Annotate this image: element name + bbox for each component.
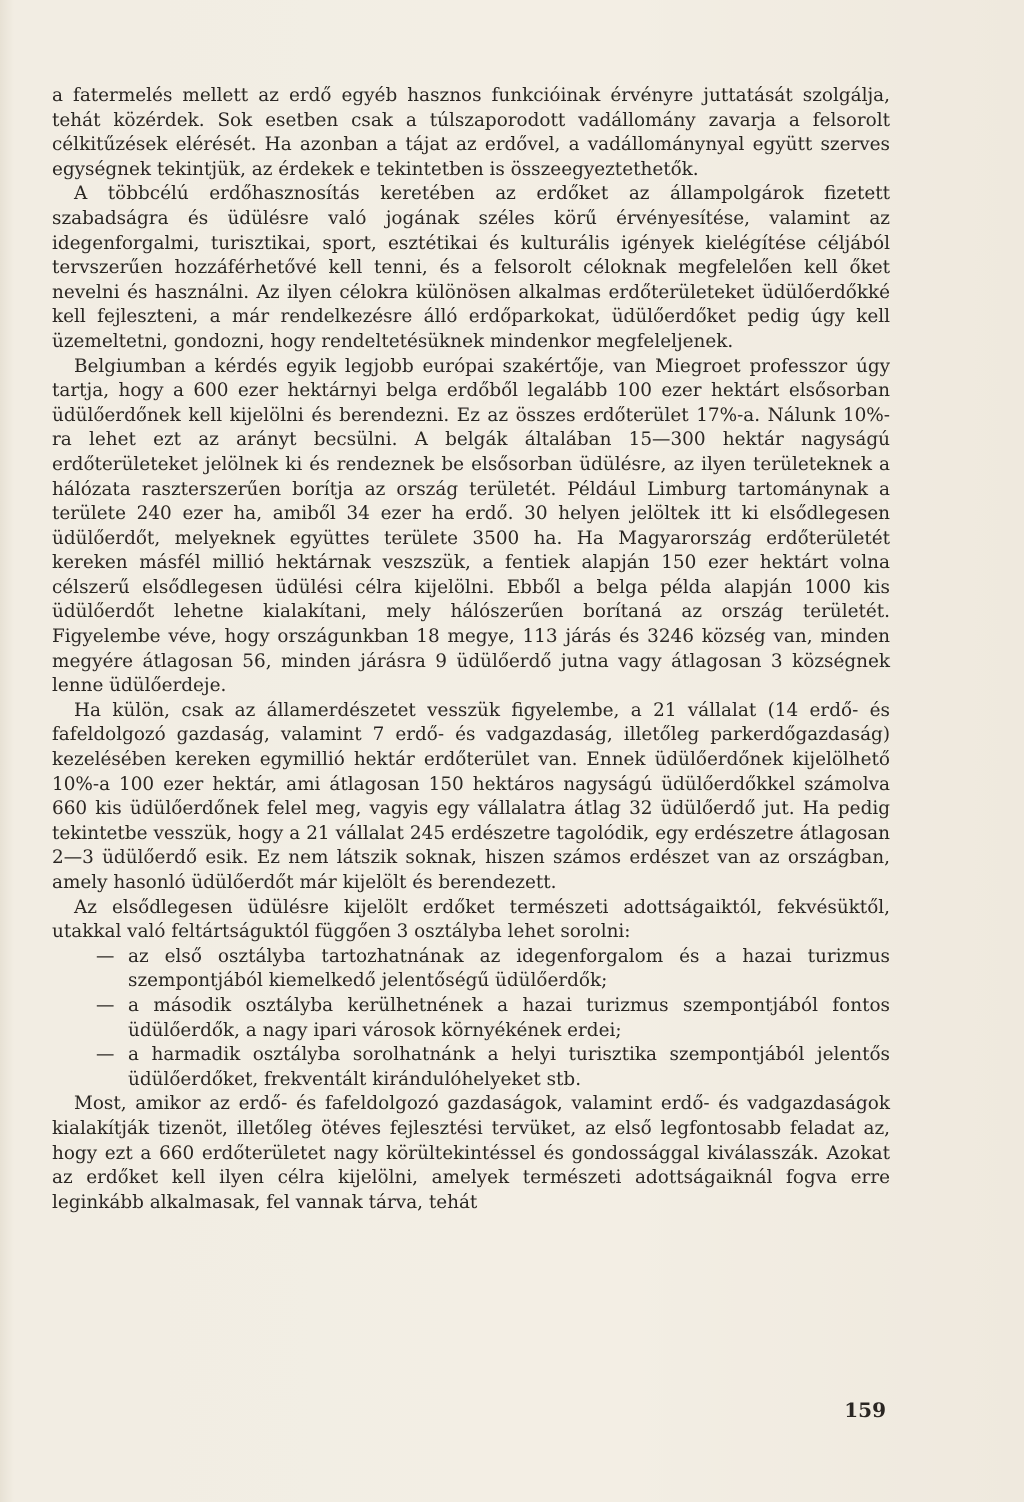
paragraph: Ha külön, csak az államerdészetet vesszük figyelembe, a 21 vállalat (14 erdő- és fafeldolgozó gazdaság, valamint 7 erdő- és vadgazdaság, illetőleg parkerdőgazdaság) kezelésében kereken egymillió hektár erdőterület van. Ennek üdülőerdőnek kijelölhető 10%-a 100 ezer hektár, ami átlagosan 150 hektáros nagyságú üdülőerdőkkel számolva 660 kis üdülőerdőnek felel meg, vagyis egy vállalatra átlag 32 üdülőerdő jut. Ha pedig tekintetbe vesszük, hogy a 21 vállalat 245 erdészetre tagolódik, egy erdészetre átlagosan 2—3 üdülőerdő esik. Ez nem látszik soknak, hiszen számos erdészet van az országban, amely hasonló üdülőerdőt már kijelölt és berendezett. <box>52 699 890 893</box>
paragraph: Az elsődlegesen üdülésre kijelölt erdőket természeti adottságaiktól, fekvésüktől, utakkal való feltártságuktól függően 3 osztályba lehet sorolni: <box>52 896 890 943</box>
page-body <box>52 84 890 1215</box>
list-dash: — <box>96 945 115 967</box>
page-number: 159 <box>844 1398 886 1422</box>
class-list <box>52 945 890 1093</box>
paragraph: a fatermelés mellett az erdő egyéb hasznos funkcióinak érvényre juttatását szolgálja, tehát közérdek. Sok esetben csak a túlszaporodott vadállomány zavarja a felsorolt célkitűzések elérését. Ha azonban a tájat az erdővel, a vadállománynyal együtt szerves egységnek tekintjük, az érdekek e tekintetben is összeegyeztethetők. <box>52 85 890 180</box>
list-item-text: a harmadik osztályba sorolhatnánk a helyi turisztika szempontjából jelentős üdülőerdőket, frekventált kirándulóhelyeket stb. <box>128 1044 890 1090</box>
paragraph: Belgiumban a kérdés egyik legjobb európai szakértője, van Miegroet professzor úgy tartja, hogy a 600 ezer hektárnyi belga erdőből legalább 100 ezer hektárt elsősorban üdülőerdőnek kell kijelölni és berendezni. Ez az összes erdőterület 17%-a. Nálunk 10%-ra lehet ezt az arányt becsülni. A belgák általában 15—300 hektár nagyságú erdőterületeket jelölnek ki és rendeznek be elsősorban üdülésre, az ilyen területeknek a hálózata raszterszerűen borítja az ország területét. Például Limburg tartománynak a területe 240 ezer ha, amiből 34 ezer ha erdő. 30 helyen jelöltek itt ki elsődlegesen üdülőerdőt, melyeknek együttes területe 3500 ha. Ha Magyarország erdőterületét kereken másfél millió hektárnak veszszük, a fentiek alapján 150 ezer hektárt volna célszerű elsődlegesen üdülési célra kijelölni. Ebből a belga példa alapján 1000 kis üdülőerdőt lehetne kialakítani, mely hálószerűen borítaná az ország területét. Figyelembe véve, hogy országunkban 18 megye, 113 járás és 3246 község van, minden megyére átlagosan 56, minden járásra 9 üdülőerdő jutna vagy átlagosan 3 községnek lenne üdülőerdeje. <box>52 355 890 697</box>
paragraph-closing: Most, amikor az erdő- és fafeldolgozó gazdaságok, valamint erdő- és vadgazdaságok kialakítják tizenöt, illetőleg ötéves fejlesztési tervüket, az első legfontosabb feladat az, hogy ezt a 660 erdőterületet nagy körültekintéssel és gondossággal kiválasszák. Azokat az erdőket kell ilyen célra kijelölni, amelyek természeti adottságaiknál fogva erre leginkább alkalmasak, fel vannak tárva, tehát <box>52 1093 890 1213</box>
paragraph: A többcélú erdőhasznosítás keretében az erdőket az állampolgárok fizetett szabadságra és üdülésre való jogának széles körű érvényesítése, valamint az idegenforgalmi, turisztikai, sport, esztétikai és kulturális igények kielégítése céljából tervszerűen hozzáférhetővé kell tenni, és a felsorolt céloknak megfelelően kell őket nevelni és használni. Az ilyen célokra különösen alkalmas erdőterületeket üdülőerdőkké kell fejleszteni, a már rendelkezésre álló erdőparkokat, üdülőerdőket pedig úgy kell üzemeltetni, gondozni, hogy rendeltetésüknek mindenkor megfeleljenek. <box>52 183 890 352</box>
list-item-text: a második osztályba kerülhetnének a hazai turizmus szempontjából fontos üdülőerdők, a nagy ipari városok környékének erdei; <box>128 994 890 1041</box>
list-dash: — <box>96 994 115 1016</box>
list-dash: — <box>96 1044 115 1066</box>
list-item <box>52 945 890 994</box>
list-item <box>52 994 890 1043</box>
list-item <box>52 1043 890 1092</box>
list-item-text: az első osztályba tartozhatnának az idegenforgalom és a hazai turizmus szempontjából kiemelkedő jelentőségű üdülőerdők; <box>128 945 890 992</box>
